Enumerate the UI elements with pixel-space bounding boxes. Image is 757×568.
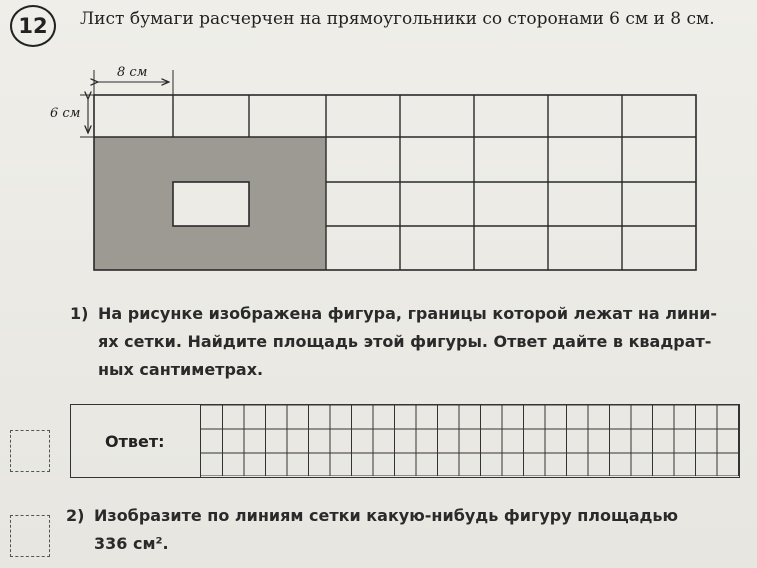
question-1 bbox=[70, 300, 720, 384]
answer-cells[interactable] bbox=[201, 405, 739, 477]
score-box-1 bbox=[10, 430, 50, 472]
task-title: Лист бумаги расчерчен на прямоугольники со сторонами 6 см и 8 см. bbox=[80, 9, 715, 29]
question-2-line-1: Изобразите по линиям сетки какую-нибудь фигуру площадью bbox=[94, 506, 679, 525]
question-2-line-2: 336 см². bbox=[94, 534, 169, 553]
answer-cells-grid bbox=[201, 405, 739, 476]
figure-hole bbox=[173, 182, 249, 226]
answer-box bbox=[70, 404, 740, 478]
question-2-number: 2) bbox=[66, 506, 85, 525]
score-box-2 bbox=[10, 515, 50, 557]
width-dimension-label: 8 см bbox=[117, 65, 148, 80]
task-number-badge bbox=[10, 5, 56, 47]
question-1-number: 1) bbox=[70, 304, 89, 323]
question-1-line-3: ных сантиметрах. bbox=[98, 360, 264, 379]
question-2 bbox=[66, 502, 756, 558]
question-1-line-2: ях сетки. Найдите площадь этой фигуры. Ответ дайте в квадрат- bbox=[98, 332, 712, 351]
grid-figure bbox=[0, 60, 757, 285]
height-dimension-label: 6 см bbox=[50, 106, 81, 121]
task-number: 12 bbox=[18, 14, 48, 38]
grid-drawing bbox=[0, 60, 757, 285]
answer-label: Ответ: bbox=[71, 405, 201, 477]
question-1-line-1: На рисунке изображена фигура, границы которой лежат на лини- bbox=[98, 304, 718, 323]
